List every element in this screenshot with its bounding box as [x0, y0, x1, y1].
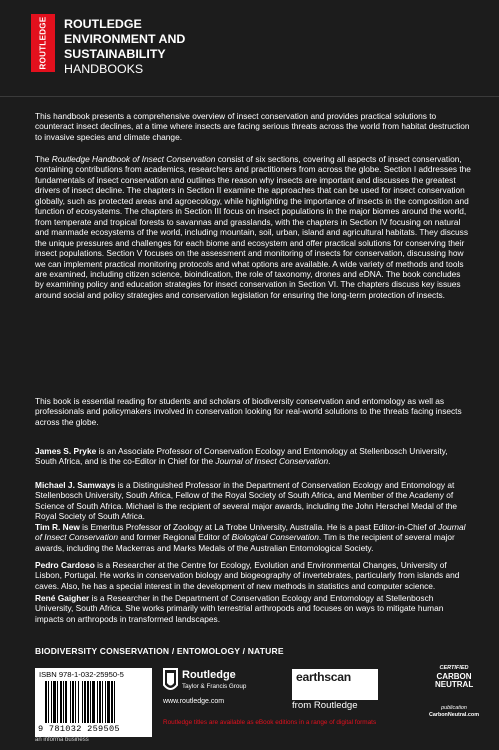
series-branding [31, 14, 246, 96]
journal-title: Journal of Insect Conservation [35, 522, 466, 543]
series-title-line-1: ROUTLEDGE [64, 17, 142, 31]
author-bio-text: is an Associate Professor of Conservation Ecology and Entomology at Stellenbosch University, South Africa, and is the co-Editor in Chief for the [35, 446, 448, 467]
routledge-wordmark: Routledge [182, 669, 236, 681]
carbon-line-2: NEUTRAL [435, 680, 474, 689]
routledge-tagline: Taylor & Francis Group [182, 683, 247, 690]
blurb-paragraph-sections [35, 154, 471, 300]
author-bio-text: . Tim is the recipient of several major awards, including the Mackerras and Marks Medals of the Australian Entomological Society. [35, 532, 455, 553]
blurb-text: consist of six sections, covering all aspects of insect conservation, containing contributions from academics, researchers and practitioners from across the globe. Section I addresses the fundamentals of insect conservation and outlines the reason why insects are important and discusses the greatest drivers of insect decline. The chapters in Section II examine the approaches that can be used for insect conservation globally, such as protected areas and agroecology, while highlighting the importance of insects in the composition and function of ecosystems. The chapters in Section III focus on insect populations in the major biomes around the world, from temperate and tropical forests to savannas and grasslands, with the chapters in Section IV focusing on natural and manmade ecosystems of the world, including mountain, soil, urban, island and agricultural habitats. They discuss the unique pressures and challenges for each biome and ecosystem and offer practical solutions for conserving their insect populations. Section V focuses on the assessment and monitoring of insects for conservation, discussing how we can implement practical monitoring protocols and what options are available. A wide variety of methods and tools are examined, including citizen science, bioindication, the role of taxonomy, drones and eDNA. The book concludes by examining policy and education strategies for insect conservation in Section VI. The chapters discuss key issues around social and policy strategies and conservation legislation for ensuring the long-term protection of insects. [35, 154, 471, 300]
divider [0, 96, 499, 97]
carbon-neutral-badge [435, 665, 473, 705]
routledge-shield-icon [163, 668, 178, 694]
book-title-italic: Routledge Handbook of Insect Conservation [51, 154, 216, 164]
author-bio [35, 446, 471, 467]
author-bio [35, 522, 471, 553]
carbon-line-1: CARBON [436, 672, 472, 681]
series-title-line-2: ENVIRONMENT AND [64, 32, 186, 46]
subject-categories: BIODIVERSITY CONSERVATION / ENTOMOLOGY / NATURE [35, 646, 284, 656]
author-name: Michael J. Samways [35, 480, 116, 490]
author-bio-text: and former Regional Editor of [118, 532, 232, 543]
publisher-tab-text: ROUTLEDGE [38, 16, 48, 70]
earthscan-subtitle: from Routledge [292, 700, 358, 711]
series-title-line-3: SUSTAINABILITY [64, 47, 166, 61]
publisher-url[interactable]: www.routledge.com [163, 698, 225, 705]
isbn-label: ISBN 978-1-032-25950-5 [39, 670, 124, 679]
blurb-text: The [35, 154, 52, 164]
author-bio [35, 593, 471, 624]
author-bio [35, 480, 471, 522]
routledge-red-tab [31, 14, 55, 72]
informa-tagline: an informa business [35, 737, 89, 743]
author-name: James S. Pryke [35, 446, 97, 456]
series-title-line-4: HANDBOOKS [64, 62, 144, 76]
carbon-neutral-url: CarbonNeutral.com [428, 712, 480, 718]
carbon-certified-label: CERTIFIED [439, 665, 469, 671]
barcode-digits: 9 781032 259505 [38, 724, 120, 734]
author-bio-text: is a Researcher in the Department of Conservation Ecology and Entomology at Stellenbosch University, South Africa. She works primarily with terrestrial arthropods and focuses on ways to mitigate human impacts on arthropods in transformed landscapes. [35, 593, 444, 624]
author-bio-text: is Emeritus Professor of Zoology at La Trobe University, Australia. He is a past Editor-in-Chief of [79, 522, 439, 532]
journal-title: Biological Conservation [231, 532, 319, 543]
earthscan-logo [292, 669, 378, 700]
journal-title: Journal of Insect Conservation [215, 456, 329, 467]
author-bio-text: is a Distinguished Professor in the Department of Conservation Ecology and Entomology at Stellenbosch University, South Africa, Fellow of the Royal Society of South Africa, and Member of the Academy of Science of South Africa. Michael is the recipient of several major awards, including the John Herschel Medal of the Royal Society of South Africa. [35, 480, 458, 522]
author-bio [35, 560, 471, 591]
author-name: Tim R. New [35, 522, 80, 532]
author-name: René Gaigher [35, 593, 90, 603]
blurb-paragraph-intro: This handbook presents a comprehensive overview of insect conservation and provides practical solutions to counteract insect declines, at a time where insects are facing serious threats across the world from habitat destruction to invasive species and climate change. [35, 111, 470, 142]
author-name: Pedro Cardoso [35, 560, 95, 570]
earthscan-wordmark: earthscan [296, 670, 351, 684]
author-bio-text: . [328, 456, 331, 467]
barcode-icon [45, 681, 143, 723]
ebook-availability-note: Routledge titles are available as eBook editions in a range of digital formats [163, 719, 377, 726]
author-bio-text: is a Researcher at the Centre for Ecology, Evolution and Environmental Changes, University of Lisbon, Portugal. He works in conservation biology and biogeography of invertebrates, particularly from islands and caves. Also, he has a special interest in the development of new methods in statistics and computer science. [35, 560, 460, 591]
isbn-barcode [35, 668, 152, 737]
carbon-publication-label: publication [441, 705, 467, 711]
carbon-neutral-mark [435, 673, 473, 689]
blurb-paragraph-audience: This book is essential reading for students and scholars of biodiversity conservation and entomology as well as professionals and policymakers involved in conservation looking for real-world solutions to the threats facing insects across the globe. [35, 396, 462, 427]
